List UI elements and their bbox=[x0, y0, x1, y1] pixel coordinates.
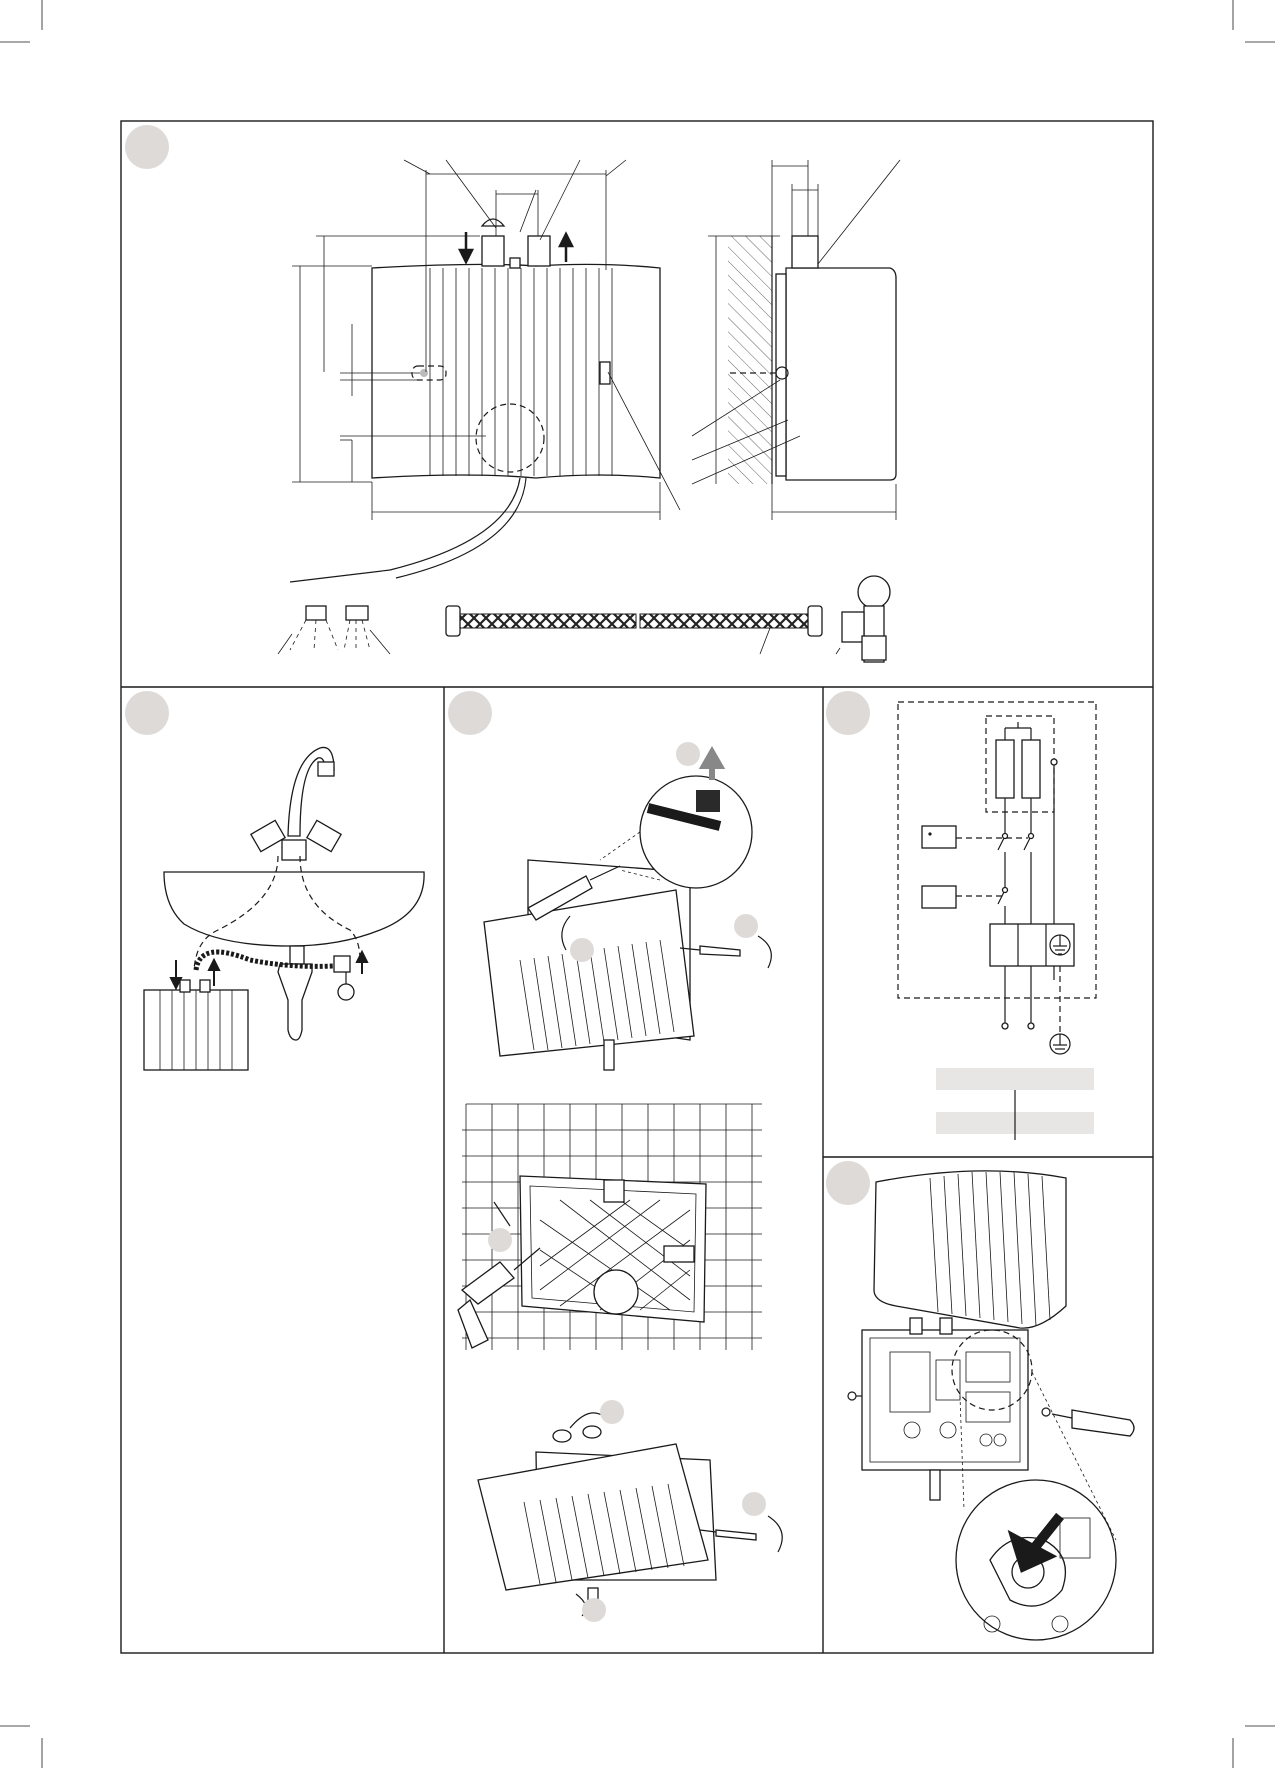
detail-magnifier bbox=[956, 1480, 1116, 1640]
aerator-nozzles bbox=[278, 606, 390, 654]
heater-chassis bbox=[848, 1318, 1050, 1500]
angle-valve bbox=[836, 576, 890, 662]
panel-cover-removal bbox=[826, 1161, 1134, 1640]
screwdriver bbox=[1052, 1410, 1134, 1436]
heater-under-sink bbox=[144, 952, 367, 1070]
step-badge-e bbox=[826, 1161, 870, 1205]
heater-front-view bbox=[290, 219, 660, 582]
hot-outlet-arrow-icon bbox=[560, 234, 572, 262]
panel-wiring bbox=[826, 691, 1096, 1140]
supply-arrow-icon bbox=[357, 952, 367, 974]
wall-bracket-illustration bbox=[458, 1104, 762, 1350]
heater-cover bbox=[874, 1171, 1066, 1328]
panel-sink-connection bbox=[125, 691, 424, 1070]
step-badge-b bbox=[125, 691, 169, 735]
step-badge-a bbox=[125, 125, 169, 169]
cold-inlet-arrow-icon bbox=[460, 232, 472, 262]
braided-hose bbox=[446, 606, 822, 654]
faucet-illustration bbox=[251, 747, 341, 860]
heater-mount-illustration bbox=[478, 1400, 782, 1622]
ground-terminal-icon bbox=[1050, 1034, 1070, 1054]
heater-side-view bbox=[728, 236, 896, 484]
panel-dimensions bbox=[125, 125, 900, 662]
wiring-spec-table bbox=[936, 1068, 1094, 1140]
panel-mounting bbox=[448, 691, 782, 1622]
step-badge-c bbox=[448, 691, 492, 735]
step-badge-d bbox=[826, 691, 870, 735]
cover-unclip-illustration bbox=[484, 742, 771, 1070]
